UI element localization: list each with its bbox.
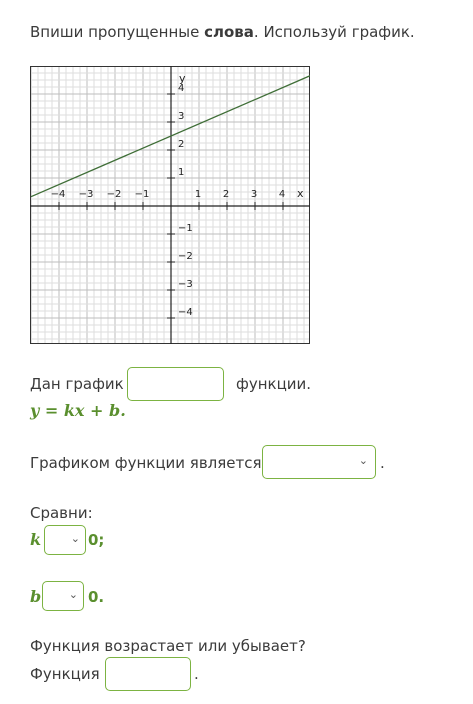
graph-shape-select[interactable] xyxy=(262,445,376,479)
function-graph xyxy=(30,66,310,344)
chevron-down-icon: ⌄ xyxy=(70,532,80,545)
q2-suffix: . xyxy=(380,454,385,472)
x-tick-label: −3 xyxy=(78,189,94,200)
x-tick-label: −1 xyxy=(134,189,150,200)
q2-prefix: Графиком функции является xyxy=(30,454,262,472)
y-tick-label: 3 xyxy=(178,111,185,122)
chevron-down-icon: ⌄ xyxy=(358,454,368,467)
formula: y = kx + b. xyxy=(30,401,126,420)
function-type-input[interactable] xyxy=(127,367,224,401)
b-compare-select[interactable] xyxy=(42,581,84,611)
q4-suffix: . xyxy=(194,665,199,683)
x-axis-label: x xyxy=(297,187,304,200)
y-tick-label: −2 xyxy=(178,251,193,262)
q4-prefix: Функция xyxy=(30,665,100,683)
instruction-part2: . Используй график. xyxy=(253,23,415,41)
q3-label: Сравни: xyxy=(30,504,93,522)
y-tick-label: 1 xyxy=(178,167,185,178)
y-axis-label: y xyxy=(179,72,186,85)
instruction-bold: слова xyxy=(204,23,254,41)
q1-suffix: функции. xyxy=(236,375,312,393)
k-compare-select[interactable] xyxy=(44,525,86,555)
k-variable: k xyxy=(30,530,42,549)
b-rhs: 0. xyxy=(88,588,105,606)
monotonicity-input[interactable] xyxy=(105,657,191,691)
x-tick-label: −4 xyxy=(50,189,66,200)
q1-prefix: Дан график xyxy=(30,375,124,393)
chevron-down-icon: ⌄ xyxy=(68,588,78,601)
x-tick-label: 1 xyxy=(194,189,202,200)
k-rhs: 0; xyxy=(88,531,105,549)
y-tick-label: −1 xyxy=(178,223,193,234)
q4-question: Функция возрастает или убывает? xyxy=(30,637,306,655)
instruction-text xyxy=(30,22,415,42)
b-variable: b xyxy=(30,587,42,606)
y-tick-label: 2 xyxy=(178,139,185,150)
x-tick-label: 4 xyxy=(278,189,286,200)
y-tick-label: −3 xyxy=(178,279,193,290)
x-tick-label: 2 xyxy=(222,189,230,200)
y-tick-label: −4 xyxy=(178,307,193,318)
instruction-part1: Впиши пропущенные xyxy=(30,23,205,41)
y-tick-label: 4 xyxy=(178,83,185,94)
x-tick-label: 3 xyxy=(250,189,258,200)
x-tick-label: −2 xyxy=(106,189,122,200)
